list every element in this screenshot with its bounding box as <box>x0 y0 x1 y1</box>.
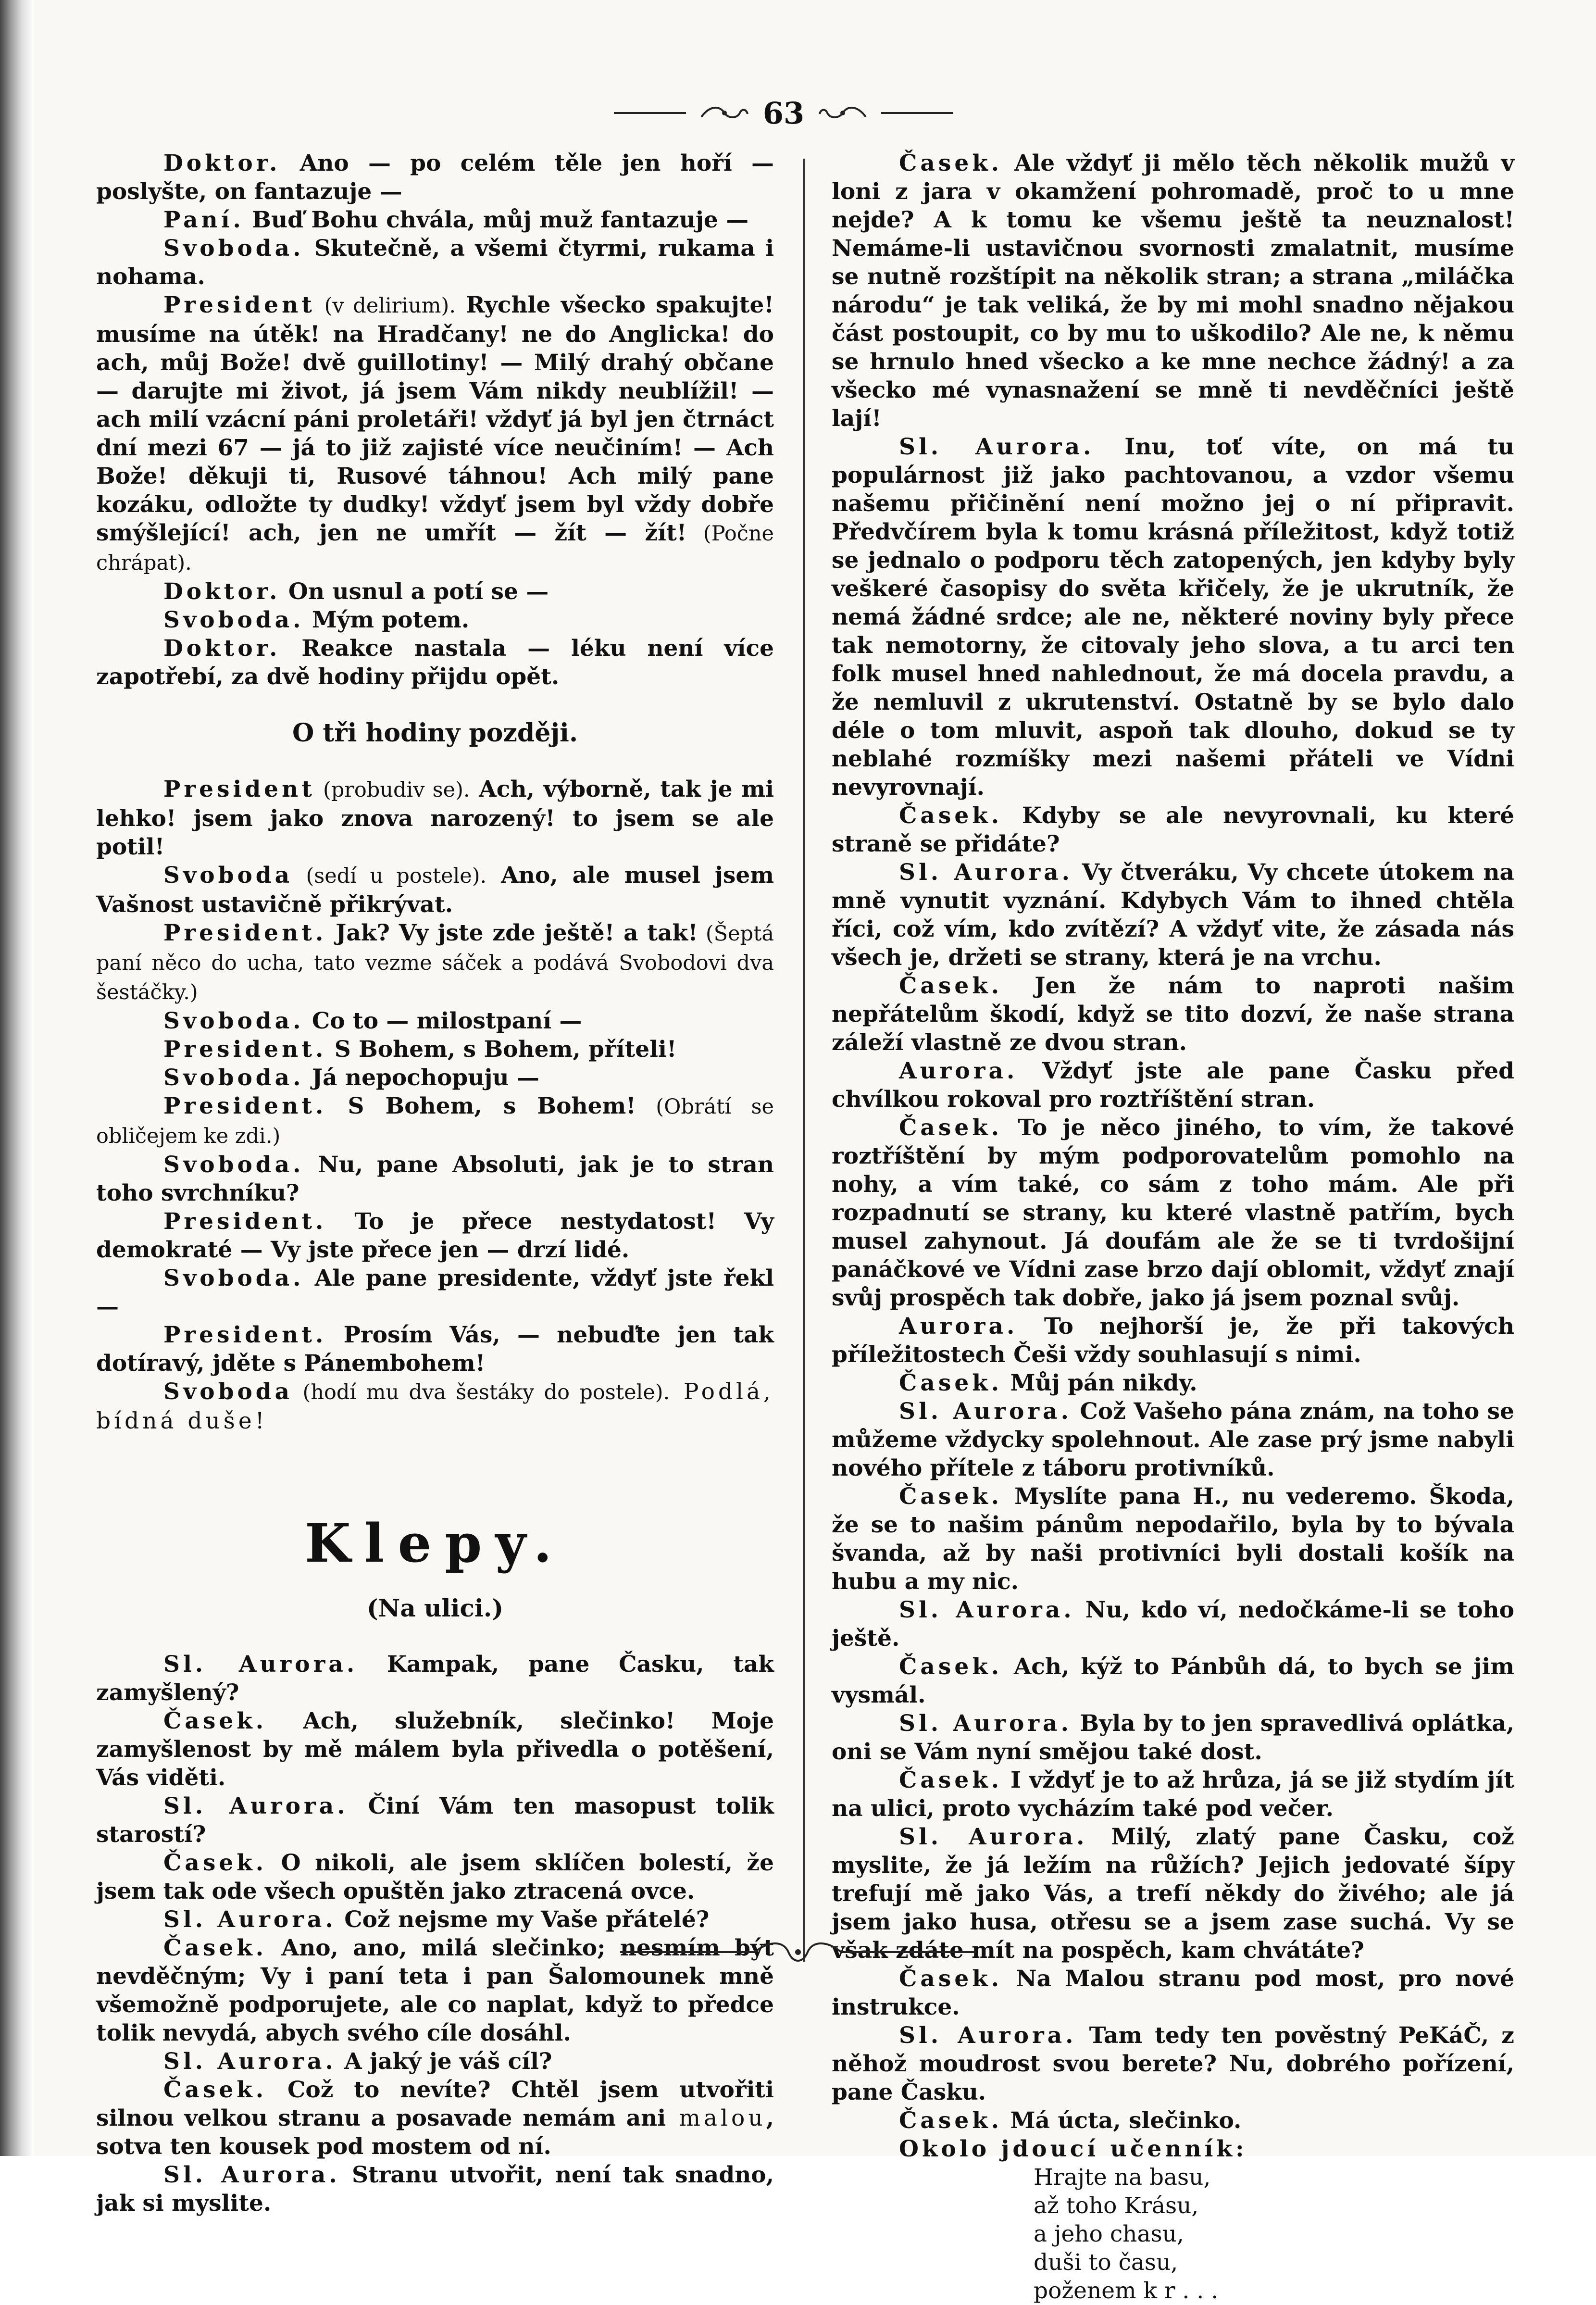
header-rule-right <box>881 112 953 114</box>
speech-text: Reakce nastala — léku není více zapotřebí, za dvě hodiny přijdu opět. <box>96 635 774 690</box>
dialogue-line <box>96 1905 774 1934</box>
dialogue-line <box>96 234 774 291</box>
speech-text: Ach, výborně, tak je mi lehko! jsem jako znova narozený! to jsem se ale potil! <box>96 776 774 860</box>
speech-text: Skutečně, a všemi čtyrmi, rukama i nohama. <box>96 235 774 290</box>
speaker-name: Svoboda. <box>163 1265 304 1291</box>
speech-text: S Bohem, s Bohem, příteli! <box>326 1036 677 1063</box>
speaker-name: Sl. Aurora. <box>899 2022 1077 2049</box>
speech-text: Ale vždyť ji mělo těch několik mužů v loni z jara v okamžení pohromadě, proč to u mne nejde? A k tomu ke všemu ještě ta neuznalost! Nemáme-li ustavičnou svornosti zmalatnit, musíme se nutně rozštípit na několik stran; a strana „miláčka národu“ je tak veliká, že by mi mohl snadno nějakou část postoupit, co by mu to uškodilo? Ale ne, k němu se hrnulo hned všecko a ke mne nechce žádný! a za všecko mé vynasnažení se mně ti nevděčníci ještě lají! <box>832 150 1514 432</box>
speech-text: Jak? Vy jste zde ještě! a tak! <box>326 920 698 946</box>
dialogue-line <box>96 206 774 234</box>
dialogue-line <box>96 1064 774 1092</box>
dialogue-line <box>96 2047 774 2076</box>
speech-text: O nikoli, ale jsem sklíčen bolestí, že jsem tak ode všech opuštěn jako ztracená ovce. <box>96 1850 774 1904</box>
dialogue-line <box>832 2021 1514 2106</box>
poem-line: a jeho chasu, <box>1034 2221 1184 2247</box>
dialogue-line <box>96 1035 774 1064</box>
speaker-name: Svoboda. <box>163 235 304 262</box>
speech-text: To je něco jiného, to vím, že takové roztříštění by mým podporovatelům pomohlo na nohy, a vím také, co sám z toho mám. Ale při rozpadnutí se strany, ku které vlastně patřím, bych musel zahynout. Já doufám ale že se ti tvrdošijní panáčkové ve Vídni zase brzo dají oblomit, vždyť znají svůj prospěch tak dobře, jako já jsem poznal svůj. <box>832 1115 1514 1311</box>
dialogue-line <box>96 2161 774 2217</box>
later-dialogue <box>96 775 774 1435</box>
dialogue-line <box>832 1369 1514 1397</box>
speech-text: Byla by to jen spravedlivá oplátka, oni se Vám nyní smějou také dost. <box>832 1710 1514 1765</box>
dialogue-line <box>832 1057 1514 1114</box>
speaker-name: Paní. <box>163 207 244 233</box>
dialogue-line <box>96 1007 774 1035</box>
dialogue-line <box>832 433 1514 802</box>
newspaper-page <box>34 0 1596 2304</box>
column-divider <box>803 159 805 1962</box>
page-number: 63 <box>762 95 805 131</box>
speech-text: Nu, kdo ví, nedočkáme-li se toho ještě. <box>832 1597 1514 1652</box>
stage-direction: (Šeptá paní něco do ucha, tato vezme sáček a podává Svobodovi dva šestáčky.) <box>96 922 774 1004</box>
speaker-name: Časek. <box>899 1966 1003 1992</box>
dialogue-line <box>96 2076 774 2161</box>
passerby-label: Okolo jdoucí učenník: <box>899 2136 1247 2162</box>
speech-text: Ach, služebník, slečinko! Moje zamyšlenost by mě málem byla přivedla o potěšení, Vás viděti. <box>96 1708 774 1791</box>
speaker-name: Časek. <box>899 1370 1003 1396</box>
speaker-name: Sl. Aurora. <box>899 859 1073 886</box>
speaker-name: Sl. Aurora. <box>163 1906 337 1933</box>
speech-text: Na Malou stranu pod most, pro nové instrukce. <box>832 1966 1514 2020</box>
dialogue-line <box>832 858 1514 972</box>
stage-direction: (v delirium). <box>315 294 456 318</box>
dialogue-line <box>96 1378 774 1435</box>
dialogue-line <box>96 1151 774 1207</box>
speaker-name: Aurora. <box>899 1313 1018 1340</box>
poem-line: duši to času, <box>1034 2249 1178 2276</box>
stage-direction: (sedí u postele). <box>293 864 487 888</box>
speech-text: Ano, ale musel jsem Vašnost ustavičně přikrývat. <box>96 862 774 918</box>
speech-text: Milý, zlatý pane Časku, což myslite, že já ležím na růžích? Jejich jedovaté šípy trefují mě jako Vás, a trefí někdy do živého; ale já jsem jako husa, otřesu se a jsem zase suchá. Vy se však zdáte mít na pospěch, kam chvátáte? <box>832 1824 1514 1964</box>
speaker-name: Sl. Aurora. <box>899 434 1095 460</box>
dialogue-line <box>96 1792 774 1849</box>
speech-text: To nejhorší je, že při takových příležitostech Češi vždy souhlasují s nimi. <box>832 1313 1514 1368</box>
article-subtitle: (Na ulici.) <box>366 1594 503 1622</box>
speech-text: Činí Vám ten masopust tolik starostí? <box>96 1793 774 1848</box>
speaker-name: Časek. <box>163 1850 267 1876</box>
dialogue-line <box>96 577 774 606</box>
stage-direction: (Obrátí se obličejem ke zdi.) <box>96 1095 774 1148</box>
spaced-emphasis: malou <box>666 2105 766 2131</box>
speech-text: Mým potem. <box>304 607 470 633</box>
speaker-name: President <box>163 776 315 802</box>
dialogue-line <box>96 1207 774 1264</box>
speech-text: I vždyť je to až hrůza, já se již stydím jít na ulici, proto vycházím také pod večer. <box>832 1767 1514 1822</box>
speaker-name: Časek. <box>163 2077 267 2103</box>
dialogue-line <box>832 1114 1514 1312</box>
speaker-name: President. <box>163 1036 327 1063</box>
speaker-name: Sl. Aurora. <box>163 1651 358 1678</box>
dialogue-line <box>96 1264 774 1321</box>
klepy-dialogue <box>96 1650 774 2217</box>
speech-text: Buď Bohu chvála, můj muž fantazuje — <box>244 207 749 233</box>
speaker-name: Časek. <box>899 1767 1003 1793</box>
poem-line: poženem k r . . . <box>1034 2278 1219 2304</box>
speaker-name: Časek. <box>163 1935 267 1961</box>
speaker-name: Časek. <box>899 1483 1003 1510</box>
speech-text: Ano, ano, milá slečinko; nesmím být nevděčným; Vy i paní teta i pan Šalomounek mně všemožně podporujete, ale co naplat, když to předce tolik nevydá, abych svého cíle dosáhl. <box>96 1935 774 2046</box>
dialogue-line <box>832 972 1514 1057</box>
speech-text: Já nepochopuju — <box>304 1065 539 1091</box>
speech-text: A jaký je váš cíl? <box>336 2048 552 2075</box>
speaker-name: Aurora. <box>899 1058 1018 1084</box>
dialogue-line <box>96 606 774 634</box>
speech-text: On usnul a potí se — <box>280 578 549 605</box>
speaker-name: President. <box>163 1208 327 1235</box>
speaker-name: Časek. <box>899 1654 1003 1680</box>
dialogue-line <box>96 149 774 206</box>
dialogue-line <box>832 2106 1514 2135</box>
speech-text: Myslíte pana H., nu vederemo. Škoda, že se to našim pánům nepodařilo, byla by to bývala švanda, až by naši protivníci byli dostali košík na hubu a my nic. <box>832 1483 1514 1595</box>
speech-text: Kampak, pane Časku, tak zamyšlený? <box>96 1651 774 1706</box>
header-rule-left <box>614 112 686 114</box>
speaker-name: Doktor. <box>163 635 281 662</box>
speaker-name: Svoboda <box>163 862 293 889</box>
dialogue-line <box>832 1596 1514 1653</box>
speech-text: Vždyť jste ale pane Časku před chvílkou rokoval pro roztříštění stran. <box>832 1058 1514 1113</box>
speaker-name: President. <box>163 1093 327 1119</box>
poem-line: až toho Krásu, <box>1034 2192 1199 2219</box>
speaker-name: Sl. Aurora. <box>899 1597 1075 1623</box>
speaker-name: Doktor. <box>163 578 281 605</box>
book-spine-shadow <box>0 0 34 2156</box>
dialogue-line <box>832 1653 1514 1709</box>
dialogue-line <box>96 861 774 919</box>
speaker-name: Svoboda. <box>163 1065 304 1091</box>
speech-text: Ano — po celém těle jen hoří — poslyšte, on fantazuje — <box>96 150 774 205</box>
speech-text: Ale pane presidente, vždyť jste řekl — <box>96 1265 774 1320</box>
dialogue-line <box>832 1482 1514 1596</box>
stage-direction: (Počne chrápat). <box>96 522 774 575</box>
speech-text: Jen že nám to naproti našim nepřátelům škodí, když se tito dozví, že naše strana záleží vlastně ze dvou stran. <box>832 973 1514 1056</box>
speaker-name: Sl. Aurora. <box>163 2162 340 2188</box>
spaced-emphasis: Podlá, bídná duše! <box>96 1378 774 1434</box>
speaker-name: Časek. <box>899 973 1003 999</box>
stage-direction: (probudiv se). <box>315 778 470 802</box>
speech-text: Vy čtveráku, Vy chcete útokem na mně vynutit vyznání. Kdybych Vám to ihned chtěla říci, což vím, kdo zvítězí? A vždyť vite, že zásada nás všech je, držeti se strany, která je na vrchu. <box>832 859 1515 971</box>
speaker-name: Časek. <box>899 1115 1003 1141</box>
dialogue-line <box>96 1321 774 1378</box>
dialogue-line <box>96 1707 774 1792</box>
speaker-name: Časek. <box>899 2107 1003 2134</box>
speaker-name: Sl. Aurora. <box>899 1398 1072 1425</box>
dialogue-line <box>96 1650 774 1707</box>
right-column <box>832 149 1514 2305</box>
speech-text: Což to nevíte? Chtěl jsem utvořiti silnou velkou stranu a posavade nemám ani <box>96 2077 774 2131</box>
dialogue-line <box>832 1312 1514 1369</box>
page-footer-ornament <box>611 1938 985 1967</box>
dialogue-line <box>832 802 1514 858</box>
speaker-name: Časek. <box>899 802 1003 829</box>
speech-text: Můj pán nikdy. <box>1002 1370 1197 1396</box>
dialogue-line <box>96 1849 774 1905</box>
speaker-name: President. <box>163 920 327 946</box>
speaker-name: Sl. Aurora. <box>163 2048 337 2075</box>
speech-text: Tam tedy ten pověstný PeKáČ, z něhož moudrost svou berete? Nu, dobrého pořízení, pane Časku. <box>832 2022 1514 2105</box>
stage-direction: (hodí mu dva šestáky do postele). <box>293 1380 670 1404</box>
right-dialogue <box>832 149 1514 2135</box>
dialogue-line <box>832 149 1514 433</box>
speech-text: Ach, kýž to Pánbůh dá, to bych se jim vysmál. <box>832 1654 1514 1708</box>
header-ornament-left-icon <box>700 102 748 124</box>
section-heading: O tři hodiny později. <box>292 718 578 748</box>
speech-text: Což nejsme my Vaše přátelé? <box>336 1906 710 1933</box>
dialogue-line <box>96 291 774 577</box>
speaker-name: Svoboda. <box>163 607 304 633</box>
article-title: Klepy. <box>305 1512 565 1574</box>
page-header <box>582 91 985 135</box>
speaker-name: Časek. <box>899 150 1003 176</box>
speech-text: Kdyby se ale nevyrovnali, ku které straně se přidáte? <box>832 802 1514 857</box>
speaker-name: Sl. Aurora. <box>899 1824 1088 1850</box>
speaker-name: Doktor. <box>163 150 281 176</box>
left-column <box>96 149 774 2217</box>
dialogue-line <box>832 1397 1514 1482</box>
speaker-name: Svoboda. <box>163 1152 304 1178</box>
speech-text: S Bohem, s Bohem! <box>326 1093 636 1119</box>
header-ornament-right-icon <box>819 102 867 124</box>
dialogue-line <box>96 919 774 1007</box>
speaker-name: Sl. Aurora. <box>163 1793 349 1819</box>
speaker-name: President <box>163 292 315 318</box>
speech-text: Rychle všecko spakujte! musíme na útěk! na Hradčany! ne do Anglicka! do ach, můj Bože! dvě guillotiny! — Milý drahý občane — darujte mi život, já jsem Vám nikdy neublížil! — ach milí vzácní páni proletáři! vždyť já byl jen čtrnáct dní mezi 67 — já to již zajisté více neučiním! — Ach Bože! děkuji ti, Rusové táhnou! Ach milý pane kozáku, odložte ty dudky! vždyť jsem byl vždy dobře smýšlející! ach, jen ne umřít — žít — žít! <box>96 292 774 546</box>
speech-text: Což Vašeho pána znám, na toho se můžeme vždycky spolehnout. Ale zase prý jsme nabyli nového přítele z táboru protivníků. <box>832 1398 1514 1481</box>
left-top-dialogue <box>96 149 774 691</box>
speaker-name: Svoboda. <box>163 1008 304 1034</box>
speech-text: Stranu utvořit, není tak snadno, jak si myslite. <box>96 2162 774 2217</box>
passerby-line <box>832 2135 1514 2163</box>
footer-ornament-icon <box>611 1938 985 1967</box>
poem <box>832 2163 1514 2305</box>
speech-text: Inu, toť víte, on má tu populárnost již jako pachtovanou, a vzdor všemu našemu přičinění není možno jej o ní připravit. Předvčírem byla k tomu krásná příležitost, když totiž se jednalo o podporu těch zatopených, jen kdyby byly veškeré časopisy do světa křičely, že je ukrutník, že nemá žádné srdce; ale ne, některé noviny byly přece tak nemotorny, že citovaly jeho slova, a tu arci ten folk musel hned nahlednout, že má docela pravdu, a že nemluvil z ukrutenství. Ostatně by se bylo dalo déle o tom mluvit, aspoň tak dlouho, dokud se ty neblahé rozmíšky mezi našemi přáteli ve Vídni nevyrovnají. <box>832 434 1514 801</box>
dialogue-line <box>96 1092 774 1151</box>
speech-text: Má úcta, slečinko. <box>1002 2107 1242 2134</box>
dialogue-line <box>832 1709 1514 1766</box>
speech-text: Nu, pane Absoluti, jak je to stran toho svrchníku? <box>96 1152 774 1206</box>
dialogue-line <box>832 1965 1514 2021</box>
speaker-name: Sl. Aurora. <box>899 1710 1072 1737</box>
speech-text: Co to — milostpaní — <box>304 1008 582 1034</box>
speech-text: , sotva ten kousek pod mostem od ní. <box>96 2105 774 2160</box>
dialogue-line <box>96 634 774 691</box>
poem-line: Hrajte na basu, <box>1034 2164 1211 2191</box>
speech-text: To je přece nestydatost! Vy demokraté — Vy jste přece jen — drzí lidé. <box>96 1208 774 1263</box>
dialogue-line <box>832 1766 1514 1823</box>
dialogue-line <box>96 775 774 861</box>
speaker-name: Svoboda <box>163 1378 293 1405</box>
speaker-name: President. <box>163 1322 327 1348</box>
speech-text: Prosím Vás, — nebuďte jen tak dotíravý, jděte s Pánembohem! <box>96 1322 774 1377</box>
speaker-name: Časek. <box>163 1708 267 1734</box>
